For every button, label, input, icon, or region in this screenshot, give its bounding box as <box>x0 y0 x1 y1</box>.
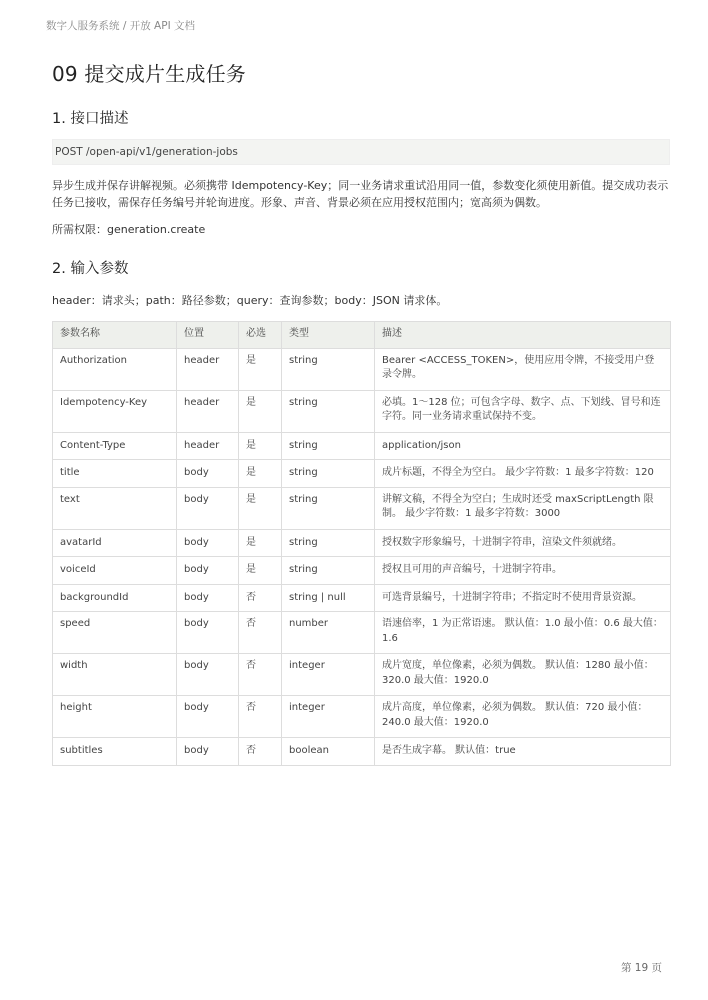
location-cell: header <box>177 348 239 390</box>
description-cell: 必填。1～128 位；可包含字母、数字、点、下划线、冒号和连字符。同一业务请求重试保持不变。 <box>375 390 671 432</box>
document-body <box>52 58 670 766</box>
type-cell: string <box>282 460 375 488</box>
location-cell: body <box>177 696 239 738</box>
required-cell: 否 <box>239 654 282 696</box>
type-cell: string <box>282 487 375 529</box>
description-paragraph: 异步生成并保存讲解视频。必须携带 Idempotency-Key；同一业务请求重试沿用同一值，参数变化须使用新值。提交成功表示任务已接收，需保存任务编号并轮询进度。形象、声音、背景必须在应用授权范围内；宽高须为偶数。 <box>52 179 669 209</box>
description-cell: Bearer <ACCESS_TOKEN>，使用应用令牌，不接受用户登录令牌。 <box>375 348 671 390</box>
type-cell: string | null <box>282 584 375 612</box>
header-param-name: 参数名称 <box>53 322 177 349</box>
required-cell: 是 <box>239 487 282 529</box>
param-name-cell: title <box>53 460 177 488</box>
type-cell: number <box>282 612 375 654</box>
required-cell: 否 <box>239 738 282 766</box>
description-cell: application/json <box>375 432 671 460</box>
table-row <box>53 612 671 654</box>
description-cell: 成片高度，单位像素，必须为偶数。 默认值：720 最小值：240.0 最大值：1920.0 <box>375 696 671 738</box>
param-name-cell: height <box>53 696 177 738</box>
table-row <box>53 460 671 488</box>
table-row <box>53 348 671 390</box>
page-number: 第 19 页 <box>620 962 662 974</box>
param-name-cell: voiceId <box>53 557 177 585</box>
required-cell: 否 <box>239 584 282 612</box>
header-location: 位置 <box>177 322 239 349</box>
header-type: 类型 <box>282 322 375 349</box>
param-name-cell: avatarId <box>53 529 177 557</box>
required-cell: 否 <box>239 612 282 654</box>
location-cell: header <box>177 432 239 460</box>
table-row <box>53 696 671 738</box>
location-cell: body <box>177 654 239 696</box>
param-name-cell: speed <box>53 612 177 654</box>
description-cell: 授权数字形象编号，十进制字符串，渲染文件须就绪。 <box>375 529 671 557</box>
description-cell: 是否生成字幕。 默认值：true <box>375 738 671 766</box>
location-cell: body <box>177 612 239 654</box>
location-cell: body <box>177 584 239 612</box>
location-cell: body <box>177 529 239 557</box>
table-body <box>53 348 671 765</box>
type-cell: integer <box>282 696 375 738</box>
table-row <box>53 654 671 696</box>
page-title: 09 提交成片生成任务 <box>52 62 247 86</box>
required-cell: 是 <box>239 529 282 557</box>
type-cell: string <box>282 557 375 585</box>
params-intro: header：请求头；path：路径参数；query：查询参数；body：JSON 请求体。 <box>52 294 448 307</box>
description-cell: 成片宽度，单位像素，必须为偶数。 默认值：1280 最小值：320.0 最大值：1920.0 <box>375 654 671 696</box>
table-row <box>53 738 671 766</box>
header-description: 描述 <box>375 322 671 349</box>
location-cell: body <box>177 487 239 529</box>
table-row <box>53 432 671 460</box>
type-cell: string <box>282 390 375 432</box>
header-required: 必选 <box>239 322 282 349</box>
type-cell: string <box>282 529 375 557</box>
param-name-cell: subtitles <box>53 738 177 766</box>
type-cell: boolean <box>282 738 375 766</box>
params-table <box>52 321 671 766</box>
location-cell: body <box>177 460 239 488</box>
table-row <box>53 390 671 432</box>
param-name-cell: Idempotency-Key <box>53 390 177 432</box>
section-heading-params: 2. 输入参数 <box>52 261 129 277</box>
section-heading-description: 1. 接口描述 <box>52 111 129 127</box>
table-row <box>53 529 671 557</box>
required-cell: 是 <box>239 432 282 460</box>
required-cell: 是 <box>239 348 282 390</box>
required-cell: 是 <box>239 460 282 488</box>
table-row <box>53 584 671 612</box>
table-header-row <box>53 322 671 349</box>
table-row <box>53 487 671 529</box>
required-cell: 是 <box>239 557 282 585</box>
endpoint-code-block: POST /open-api/v1/generation-jobs <box>52 139 670 165</box>
description-cell: 语速倍率，1 为正常语速。 默认值：1.0 最小值：0.6 最大值：1.6 <box>375 612 671 654</box>
required-cell: 是 <box>239 390 282 432</box>
description-cell: 讲解文稿，不得全为空白；生成时还受 maxScriptLength 限制。 最少字符数：1 最多字符数：3000 <box>375 487 671 529</box>
description-cell: 授权且可用的声音编号，十进制字符串。 <box>375 557 671 585</box>
table-row <box>53 557 671 585</box>
type-cell: string <box>282 348 375 390</box>
param-name-cell: text <box>53 487 177 529</box>
param-name-cell: backgroundId <box>53 584 177 612</box>
param-name-cell: Content-Type <box>53 432 177 460</box>
param-name-cell: Authorization <box>53 348 177 390</box>
param-name-cell: width <box>53 654 177 696</box>
type-cell: string <box>282 432 375 460</box>
location-cell: body <box>177 557 239 585</box>
location-cell: header <box>177 390 239 432</box>
description-cell: 成片标题，不得全为空白。 最少字符数：1 最多字符数：120 <box>375 460 671 488</box>
location-cell: body <box>177 738 239 766</box>
description-cell: 可选背景编号，十进制字符串；不指定时不使用背景资源。 <box>375 584 671 612</box>
type-cell: integer <box>282 654 375 696</box>
required-cell: 否 <box>239 696 282 738</box>
running-header: 数字人服务系统 / 开放 API 文档 <box>46 20 195 32</box>
permission-text: 所需权限：generation.create <box>52 223 206 236</box>
